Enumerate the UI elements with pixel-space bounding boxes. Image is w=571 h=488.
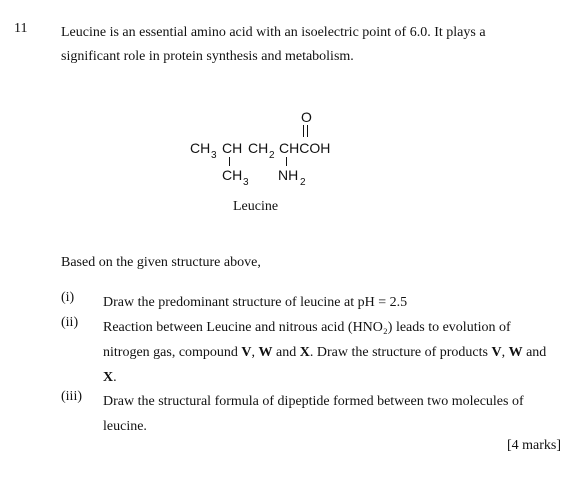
compound-w-2: W: [508, 345, 523, 360]
part-iii-label: (iii): [61, 389, 82, 404]
main-chain-ch2: CH: [248, 140, 269, 156]
structure-diagram: [180, 104, 360, 194]
part-ii-text-mid: . Draw the structure of products: [309, 345, 492, 360]
part-ii-text-before: Reaction between Leucine and nitrous acid (HNO₂) leads to evolution of nitrogen gas, compound: [103, 320, 511, 360]
compound-x-2: X: [103, 370, 114, 385]
leucine-structure: [180, 104, 360, 194]
part-ii-sep2: and: [272, 345, 300, 360]
main-chain-chcoh: CHCOH: [279, 140, 331, 156]
part-iii-text: Draw the structural formula of dipeptide formed between two molecules of leucine.: [103, 394, 524, 434]
part-ii-text: [103, 315, 548, 390]
main-chain-ch3: CH: [190, 140, 211, 156]
compound-v: V: [241, 345, 252, 360]
part-ii-text-end: .: [113, 370, 117, 385]
part-ii-sep1: ,: [251, 345, 259, 360]
question-intro: Leucine is an essential amino acid with an isoelectric point of 6.0. It plays a significant role in protein synthesis and metabolism.: [61, 25, 486, 64]
question-number: 11: [14, 21, 28, 36]
main-chain-ch3-sub: 3: [211, 150, 217, 161]
structure-caption: Leucine: [233, 199, 279, 214]
methyl-branch: CH: [222, 167, 243, 183]
main-chain-ch2-sub: 2: [269, 150, 275, 161]
part-ii-sep3: ,: [501, 345, 509, 360]
methyl-branch-sub: 3: [243, 177, 249, 188]
prompt-text: Based on the given structure above,: [61, 255, 261, 270]
part-i-label: (i): [61, 290, 75, 305]
compound-w: W: [258, 345, 273, 360]
part-ii-label: (ii): [61, 315, 79, 330]
main-chain-ch: CH: [222, 140, 243, 156]
amino-branch-sub: 2: [300, 177, 306, 188]
carbonyl-oxygen: O: [301, 109, 312, 125]
part-ii-sep4: and: [522, 345, 547, 360]
compound-x: X: [299, 345, 310, 360]
part-i-text: Draw the predominant structure of leucine at pH = 2.5: [103, 295, 408, 310]
compound-v-2: V: [491, 345, 502, 360]
marks-allocation: [4 marks]: [506, 438, 561, 453]
amino-branch: NH: [278, 167, 299, 183]
